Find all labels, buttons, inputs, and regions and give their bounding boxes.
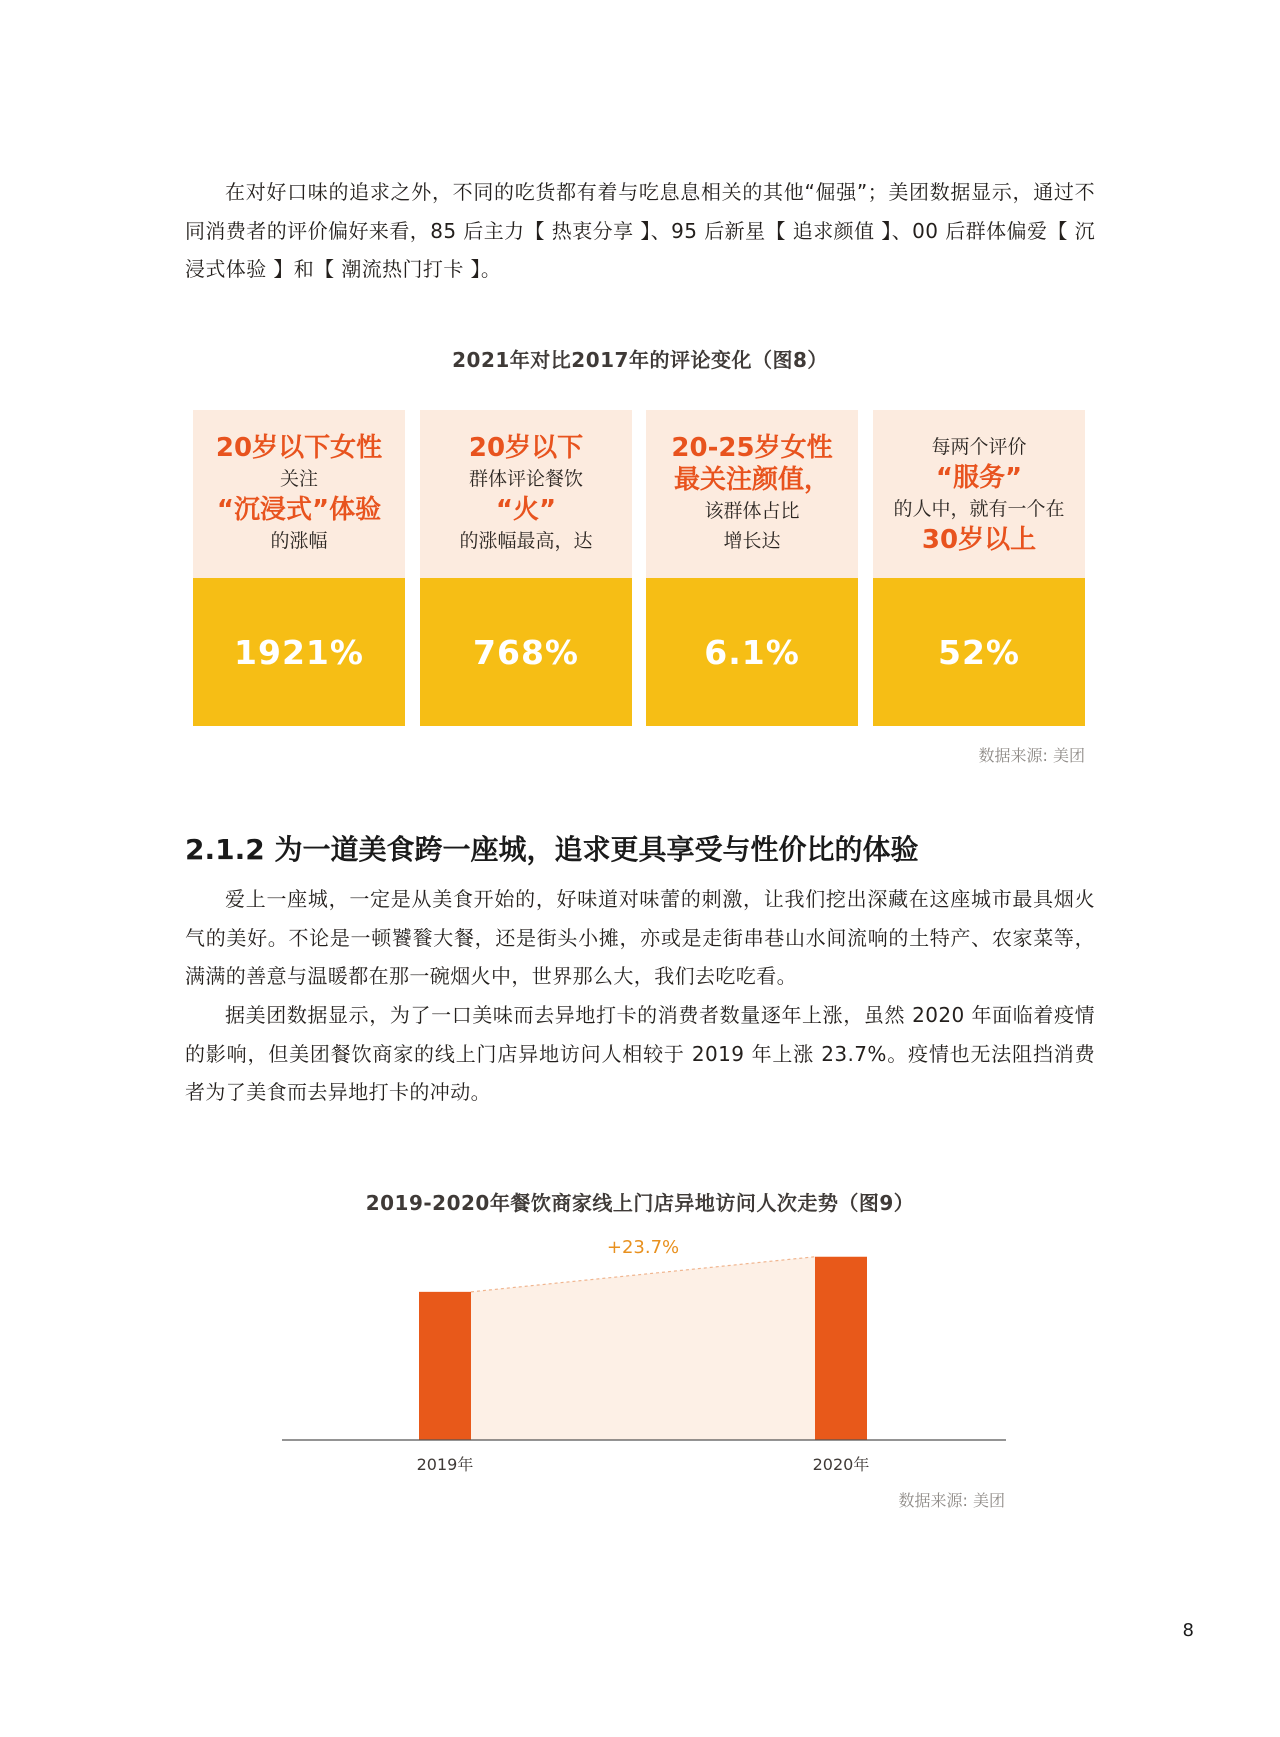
stat-card-value-box <box>193 578 405 726</box>
stat-card-value: 768% <box>473 632 579 672</box>
stat-card-text: 关注 <box>279 468 318 490</box>
stat-card-highlight: 20岁以下 <box>468 433 584 463</box>
stat-card-text: 群体评论餐饮 <box>468 468 583 490</box>
stat-card-text: 该群体占比 <box>704 500 800 522</box>
x-tick-label: 2020年 <box>812 1455 870 1474</box>
stat-card-value: 6.1% <box>704 632 800 672</box>
stat-card-value-box <box>646 578 858 726</box>
growth-band <box>471 1257 815 1440</box>
stat-card-text: 的人中，就有一个在 <box>893 498 1065 520</box>
stat-card-highlight: 30岁以上 <box>921 525 1037 555</box>
intro-paragraph: 在对好口味的追求之外，不同的吃货都有着与吃息息相关的其他“倔强”；美团数据显示，通过不同消费者的评价偏好来看，85 后主力【 热衷分享 】、95 后新星【 追求颜值 】、00 后群体偏爱【 沉浸式体验 】和【 潮流热门打卡 】。 <box>185 180 1095 281</box>
paragraph-1: 爱上一座城，一定是从美食开始的，好味道对味蕾的刺激，让我们挖出深藏在这座城市最具烟火气的美好。不论是一顿饕餮大餐，还是街头小摊，亦或是走街串巷山水间流响的土特产、农家菜等，满满的善意与温暖都在那一碗烟火中，世界那么大，我们去吃吃看。 <box>185 887 1095 988</box>
figure8-title: 2021年对比2017年的评论变化（图8） <box>452 348 828 372</box>
page-number: 8 <box>1182 1620 1194 1641</box>
stat-card <box>873 410 1085 726</box>
paragraph-2: 据美团数据显示，为了一口美味而去异地打卡的消费者数量逐年上涨，虽然 2020 年面临着疫情的影响，但美团餐饮商家的线上门店异地访问人相较于 2019 年上涨 23.7%。疫情也无法阻挡消费者为了美食而去异地打卡的冲动。 <box>185 1003 1095 1104</box>
stat-card-text: 的涨幅 <box>270 530 328 552</box>
stat-card-highlight: “服务” <box>935 463 1023 493</box>
bar-1 <box>815 1257 867 1440</box>
stat-card-text: 每两个评价 <box>931 436 1027 458</box>
stat-card <box>646 410 858 726</box>
stat-card-description <box>420 410 632 578</box>
stat-card-value: 1921% <box>234 632 364 672</box>
figure8-source: 数据来源: 美团 <box>978 746 1085 765</box>
figure9-source: 数据来源: 美团 <box>898 1491 1005 1510</box>
stat-card <box>193 410 405 726</box>
stat-card <box>420 410 632 726</box>
stat-card-highlight: “火” <box>495 495 557 525</box>
stat-card-description <box>873 410 1085 578</box>
figure8-cards <box>193 410 1085 726</box>
stat-card-value-box <box>420 578 632 726</box>
x-tick-label: 2019年 <box>416 1455 474 1474</box>
stat-card-highlight: 20岁以下女性 <box>215 433 383 463</box>
stat-card-value: 52% <box>938 632 1020 672</box>
stat-card-text: 的涨幅最高，达 <box>459 530 593 552</box>
growth-annotation: +23.7% <box>606 1240 680 1258</box>
stat-card-description <box>646 410 858 578</box>
stat-card-description <box>193 410 405 578</box>
stat-card-value-box <box>873 578 1085 726</box>
stat-card-highlight: 最关注颜值， <box>673 465 830 495</box>
figure9-title: 2019-2020年餐饮商家线上门店异地访问人次走势（图9） <box>365 1191 915 1215</box>
figure9-chart <box>270 1240 1010 1480</box>
section-heading: 2.1.2 为一道美食跨一座城，追求更具享受与性价比的体验 <box>185 833 919 866</box>
stat-card-highlight: “沉浸式”体验 <box>216 495 382 525</box>
bar-0 <box>419 1292 471 1440</box>
stat-card-highlight: 20-25岁女性 <box>671 433 833 463</box>
stat-card-text: 增长达 <box>723 530 781 552</box>
